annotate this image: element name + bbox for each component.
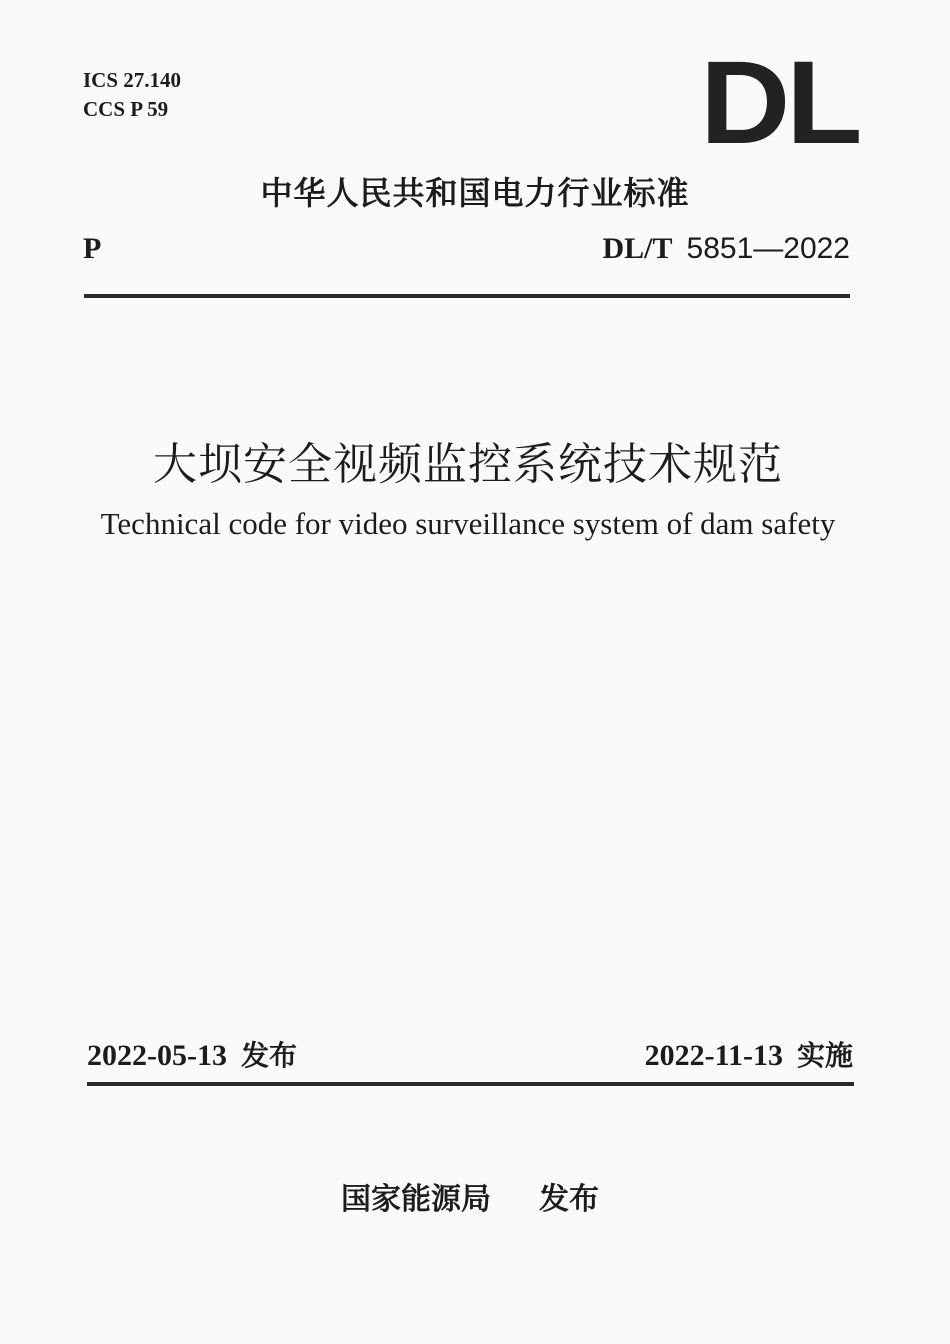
title-english: Technical code for video surveillance system of dam safety (100, 506, 836, 541)
classification-codes (83, 66, 181, 124)
publisher-action: 发布 (539, 1182, 599, 1217)
top-divider (84, 294, 850, 298)
issue-label: 发布 (240, 1039, 297, 1072)
issue-date: 2022-05-13 (87, 1039, 227, 1072)
dl-logo: DL (700, 37, 859, 169)
issue-date-block (87, 1034, 297, 1074)
standard-number (602, 232, 850, 266)
standard-number-prefix: DL/T (602, 232, 673, 265)
industry-standard-title: 中华人民共和国电力行业标准 (260, 174, 690, 212)
publisher-line (0, 1174, 940, 1218)
implement-date-block (645, 1034, 853, 1074)
title-chinese: 大坝安全视频监控系统技术规范 (153, 439, 783, 490)
implement-label: 实施 (796, 1039, 853, 1072)
ccs-code: CCS P 59 (83, 97, 169, 121)
implement-date: 2022-11-13 (644, 1039, 783, 1072)
publisher-name: 国家能源局 (341, 1182, 491, 1217)
classification-letter: P (83, 232, 102, 265)
standard-number-value: 5851—2022 (686, 232, 850, 265)
ics-code: ICS 27.140 (83, 68, 182, 92)
bottom-divider (87, 1082, 854, 1086)
